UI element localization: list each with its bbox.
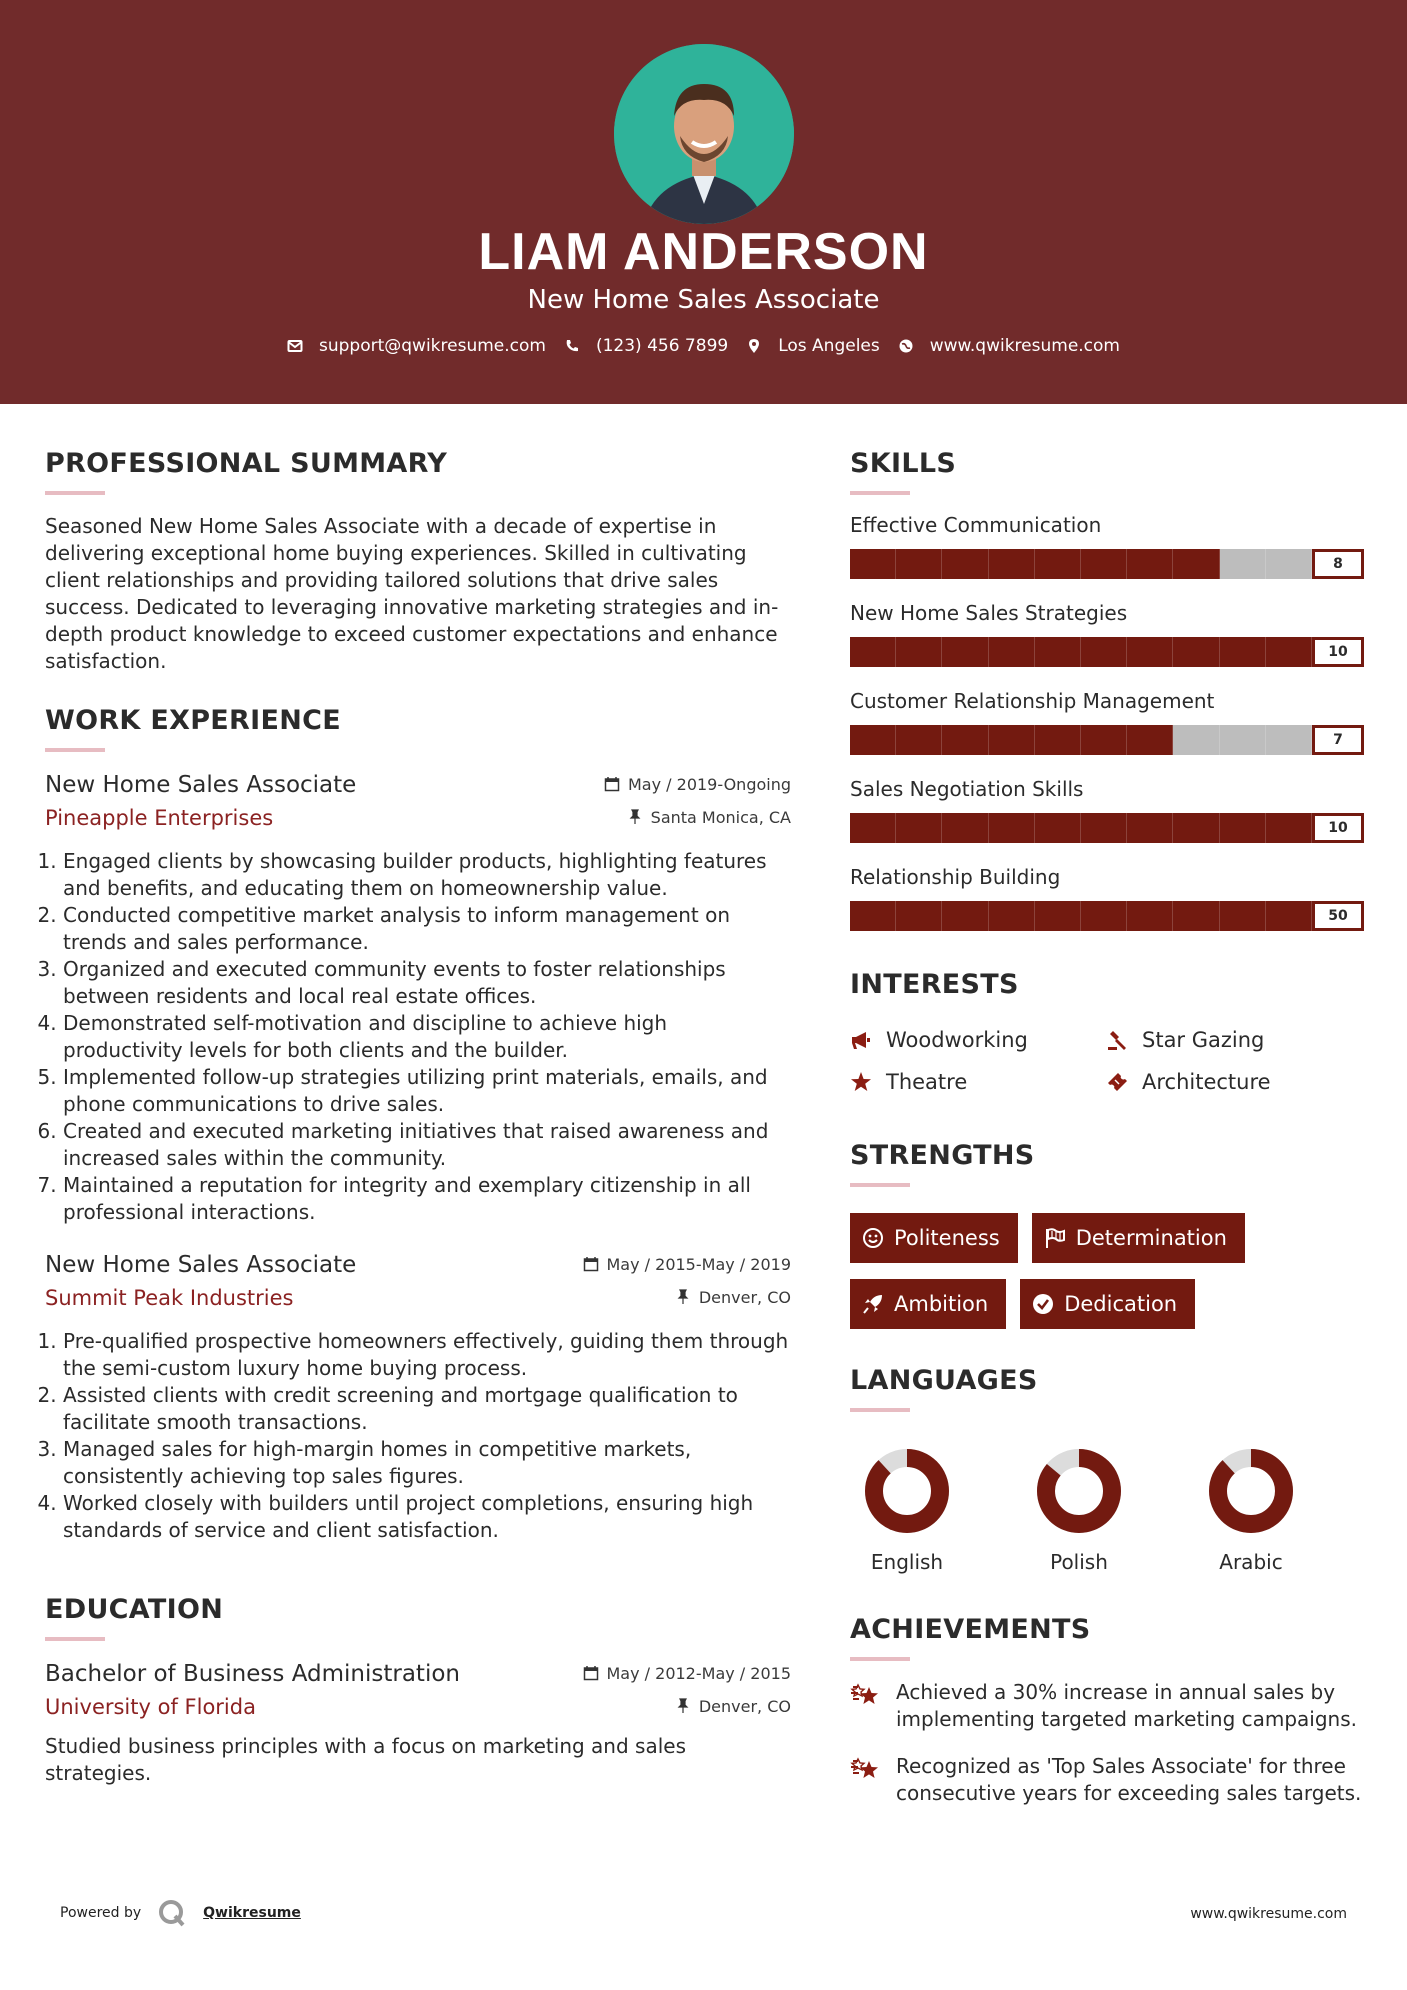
language-item [1208,1448,1294,1574]
skill-item [850,777,1364,843]
skill-segment [850,813,896,843]
job-date-text: May / 2015-May / 2019 [606,1254,791,1274]
skill-item [850,865,1364,931]
skill-item [850,689,1364,755]
skill-bar [850,901,1364,931]
language-item [864,1448,950,1574]
skill-segment [1127,725,1173,755]
skill-segment [1173,813,1219,843]
interests-list [850,1028,1364,1094]
list-item: 2. Assisted clients with credit screening and mortgage qualification to facilitate smooth transactions. [63,1382,791,1436]
footer-website[interactable]: www.qwikresume.com [1190,1906,1347,1922]
skill-segment [896,637,942,667]
language-donut [864,1448,950,1534]
strengths-list [850,1213,1270,1329]
skill-segment [1266,725,1312,755]
check-circle-icon [1032,1293,1054,1315]
job-date [583,1255,792,1274]
contact-website[interactable] [898,336,1120,356]
section-divider [850,1408,910,1412]
interest-item [1106,1070,1356,1094]
strength-label: Ambition [894,1292,989,1316]
section-title: ACHIEVEMENTS [850,1614,1091,1645]
skills-section [850,448,1364,931]
strengths-section [850,1140,1364,1329]
star-icon [850,1071,872,1093]
list-item: 3. Organized and executed community events to foster relationships between residents and local real estate offices. [63,956,791,1010]
phone-icon [564,338,580,354]
achievement-text: Recognized as 'Top Sales Associate' for three consecutive years for exceeding sales targets. [896,1754,1362,1805]
skill-segment [1081,549,1127,579]
skill-segment [1127,637,1173,667]
right-column [850,448,1364,1807]
summary-section [45,448,791,675]
pin-icon [675,1289,691,1305]
skill-segment [942,725,988,755]
job-location-text: Denver, CO [698,1287,791,1307]
qwikresume-logo-icon [157,1898,187,1928]
skill-segment [1220,901,1266,931]
skill-track [850,637,1312,667]
skill-segment [1035,549,1081,579]
education-description: Studied business principles with a focus on marketing and sales strategies. [45,1734,686,1785]
smile-icon [862,1227,884,1249]
candidate-title: New Home Sales Associate [527,285,880,315]
skill-segment [1035,725,1081,755]
section-divider [45,1637,105,1641]
skill-segment [1035,637,1081,667]
calendar-icon [583,1665,599,1681]
contact-website-text: www.qwikresume.com [929,336,1120,356]
language-label: English [870,1550,944,1574]
job-bullets [45,1328,791,1544]
stars-icon [850,1755,882,1783]
pin-icon [627,809,643,825]
job-title: New Home Sales Associate [45,1252,357,1278]
rocket-icon [862,1293,884,1315]
skill-segment [850,725,896,755]
job-entry [45,772,791,1226]
strength-label: Determination [1075,1226,1227,1250]
skill-segment [1081,725,1127,755]
skill-segment [896,549,942,579]
skill-segment [1266,637,1312,667]
section-divider [850,1657,910,1661]
job-date-text: May / 2019-Ongoing [628,774,791,794]
skill-segment [989,813,1035,843]
skill-segment [1035,813,1081,843]
skill-value: 7 [1312,725,1364,755]
education-date-text: May / 2012-May / 2015 [606,1663,791,1683]
list-item: 6. Created and executed marketing initiatives that raised awareness and increased sales within the community. [63,1118,791,1172]
skill-value: 8 [1312,549,1364,579]
interest-label: Theatre [886,1070,968,1094]
job-entry [45,1252,791,1544]
summary-text: Seasoned New Home Sales Associate with a decade of expertise in delivering exceptional home buying experiences. Skilled in cultivating client relationships and providing tailored solutions that drive sales success. Dedicated to leveraging innovative marketing strategies and in-depth product knowledge to exceed customer expectations and enhance satisfaction. [45,514,779,673]
job-title: New Home Sales Associate [45,772,357,798]
contact-row [0,336,1407,356]
profile-photo [614,44,794,224]
skill-segment [896,813,942,843]
globe-icon [898,338,914,354]
languages-section [850,1365,1364,1574]
school-name: University of Florida [45,1695,256,1719]
footer-powered-by [60,1898,301,1928]
contact-email[interactable] [287,336,546,356]
skill-segment [1220,725,1266,755]
interest-item [1106,1028,1356,1052]
skill-segment [942,901,988,931]
achievement-text: Achieved a 30% increase in annual sales by implementing targeted marketing campaigns. [896,1680,1358,1731]
candidate-name: LIAM ANDERSON [478,223,929,281]
skill-segment [1127,549,1173,579]
language-label: Polish [1050,1550,1108,1574]
education-entry [45,1661,791,1787]
job-location [675,1288,791,1307]
language-donut [1036,1448,1122,1534]
skill-segment [1266,549,1312,579]
skill-segment [1266,901,1312,931]
skill-segment [1173,901,1219,931]
donut-fill [874,1458,940,1524]
degree-title: Bachelor of Business Administration [45,1661,460,1687]
strength-chip [850,1213,1018,1263]
contact-location-text: Los Angeles [778,336,880,356]
list-item: 4. Worked closely with builders until project completions, ensuring high standards of service and client satisfaction. [63,1490,791,1544]
achievement-item [850,1753,1364,1807]
skill-segment [989,725,1035,755]
ticket-icon [1106,1071,1128,1093]
job-bullets [45,848,791,1226]
calendar-icon [604,776,620,792]
interest-item [850,1028,1106,1052]
skill-track [850,549,1312,579]
achievement-item [850,1679,1364,1733]
section-title: STRENGTHS [850,1140,1035,1171]
skill-bar [850,813,1364,843]
powered-by-text: Powered by [60,1905,142,1921]
skill-label: Effective Communication [850,513,1102,537]
skill-segment [1127,813,1173,843]
list-item: 1. Engaged clients by showcasing builder products, highlighting features and benefits, and educating them on homeownership value. [63,848,791,902]
job-company: Summit Peak Industries [45,1286,294,1310]
section-divider [45,748,105,752]
skill-segment [942,549,988,579]
skill-bar [850,725,1364,755]
skill-segment [1220,549,1266,579]
skill-segment [1127,901,1173,931]
education-section [45,1594,791,1787]
skills-list [850,513,1364,931]
interest-label: Woodworking [886,1028,1028,1052]
skill-segment [1081,901,1127,931]
skill-bar [850,637,1364,667]
envelope-icon [287,338,303,354]
language-item [1036,1448,1122,1574]
section-title: EDUCATION [45,1594,224,1625]
skill-segment [989,901,1035,931]
skill-segment [1173,725,1219,755]
skill-segment [942,813,988,843]
strength-chip [1020,1279,1195,1329]
skill-segment [1081,813,1127,843]
strength-label: Politeness [894,1226,1000,1250]
skill-value: 10 [1312,813,1364,843]
skill-track [850,725,1312,755]
skill-segment [850,637,896,667]
language-donut [1208,1448,1294,1534]
flag-icon [1044,1227,1066,1249]
skill-segment [1081,637,1127,667]
contact-email-text: support@qwikresume.com [319,336,546,356]
education-location-text: Denver, CO [698,1696,791,1716]
section-divider [850,491,910,495]
list-item: 7. Maintained a reputation for integrity and exemplary citizenship in all professional interactions. [63,1172,791,1226]
skill-track [850,813,1312,843]
strength-label: Dedication [1064,1292,1178,1316]
list-item: 2. Conducted competitive market analysis to inform management on trends and sales performance. [63,902,791,956]
section-title: INTERESTS [850,969,1019,1000]
language-label: Arabic [1219,1550,1283,1574]
education-date [583,1664,792,1683]
skill-segment [850,901,896,931]
education-location [675,1697,791,1716]
skill-segment [1266,813,1312,843]
job-location [627,808,791,827]
job-company: Pineapple Enterprises [45,806,274,830]
job-location-text: Santa Monica, CA [650,807,791,827]
interest-item [850,1070,1106,1094]
skill-track [850,901,1312,931]
list-item: 3. Managed sales for high-margin homes in competitive markets, consistently achieving top sales figures. [63,1436,791,1490]
skill-label: Customer Relationship Management [850,689,1215,713]
interest-label: Star Gazing [1142,1028,1265,1052]
section-divider [45,491,105,495]
contact-phone-text: (123) 456 7899 [595,336,729,356]
skill-segment [1035,901,1081,931]
left-column [45,448,791,1787]
languages-list [850,1448,1364,1574]
skill-bar [850,549,1364,579]
list-item: 5. Implemented follow-up strategies utilizing print materials, emails, and phone communications to drive sales. [63,1064,791,1118]
skill-item [850,601,1364,667]
section-title: SKILLS [850,448,957,479]
job-date [604,775,791,794]
list-item: 1. Pre-qualified prospective homeowners effectively, guiding them through the semi-custom luxury home buying process. [63,1328,791,1382]
skill-segment [989,637,1035,667]
contact-location [746,336,880,356]
section-title: WORK EXPERIENCE [45,705,341,736]
skill-label: Relationship Building [850,865,1061,889]
stars-icon [850,1681,882,1709]
pin-icon [675,1698,691,1714]
skill-segment [942,637,988,667]
skill-segment [850,549,896,579]
skill-value: 50 [1312,901,1364,931]
interests-section [850,969,1364,1094]
skill-segment [1173,549,1219,579]
section-title: PROFESSIONAL SUMMARY [45,448,448,479]
map-marker-icon [746,338,762,354]
skill-label: Sales Negotiation Skills [850,777,1084,801]
strength-chip [1032,1213,1245,1263]
skill-segment [1173,637,1219,667]
strength-chip [850,1279,1006,1329]
skill-segment [896,725,942,755]
experience-section [45,705,791,1544]
resume-header [0,0,1407,404]
skill-segment [989,549,1035,579]
skill-item [850,513,1364,579]
section-title: LANGUAGES [850,1365,1038,1396]
section-divider [850,1183,910,1187]
list-item: 4. Demonstrated self-motivation and discipline to achieve high productivity levels for both clients and the builder. [63,1010,791,1064]
skill-segment [896,901,942,931]
calendar-icon [583,1256,599,1272]
gavel-icon [1106,1029,1128,1051]
skill-segment [1220,813,1266,843]
skill-value: 10 [1312,637,1364,667]
qwikresume-link[interactable]: Qwikresume [203,1905,301,1921]
contact-phone[interactable] [564,336,728,356]
skill-segment [1220,637,1266,667]
achievements-section [850,1614,1364,1807]
donut-fill [1218,1458,1284,1524]
interest-label: Architecture [1142,1070,1271,1094]
skill-label: New Home Sales Strategies [850,601,1128,625]
megaphone-icon [850,1029,872,1051]
